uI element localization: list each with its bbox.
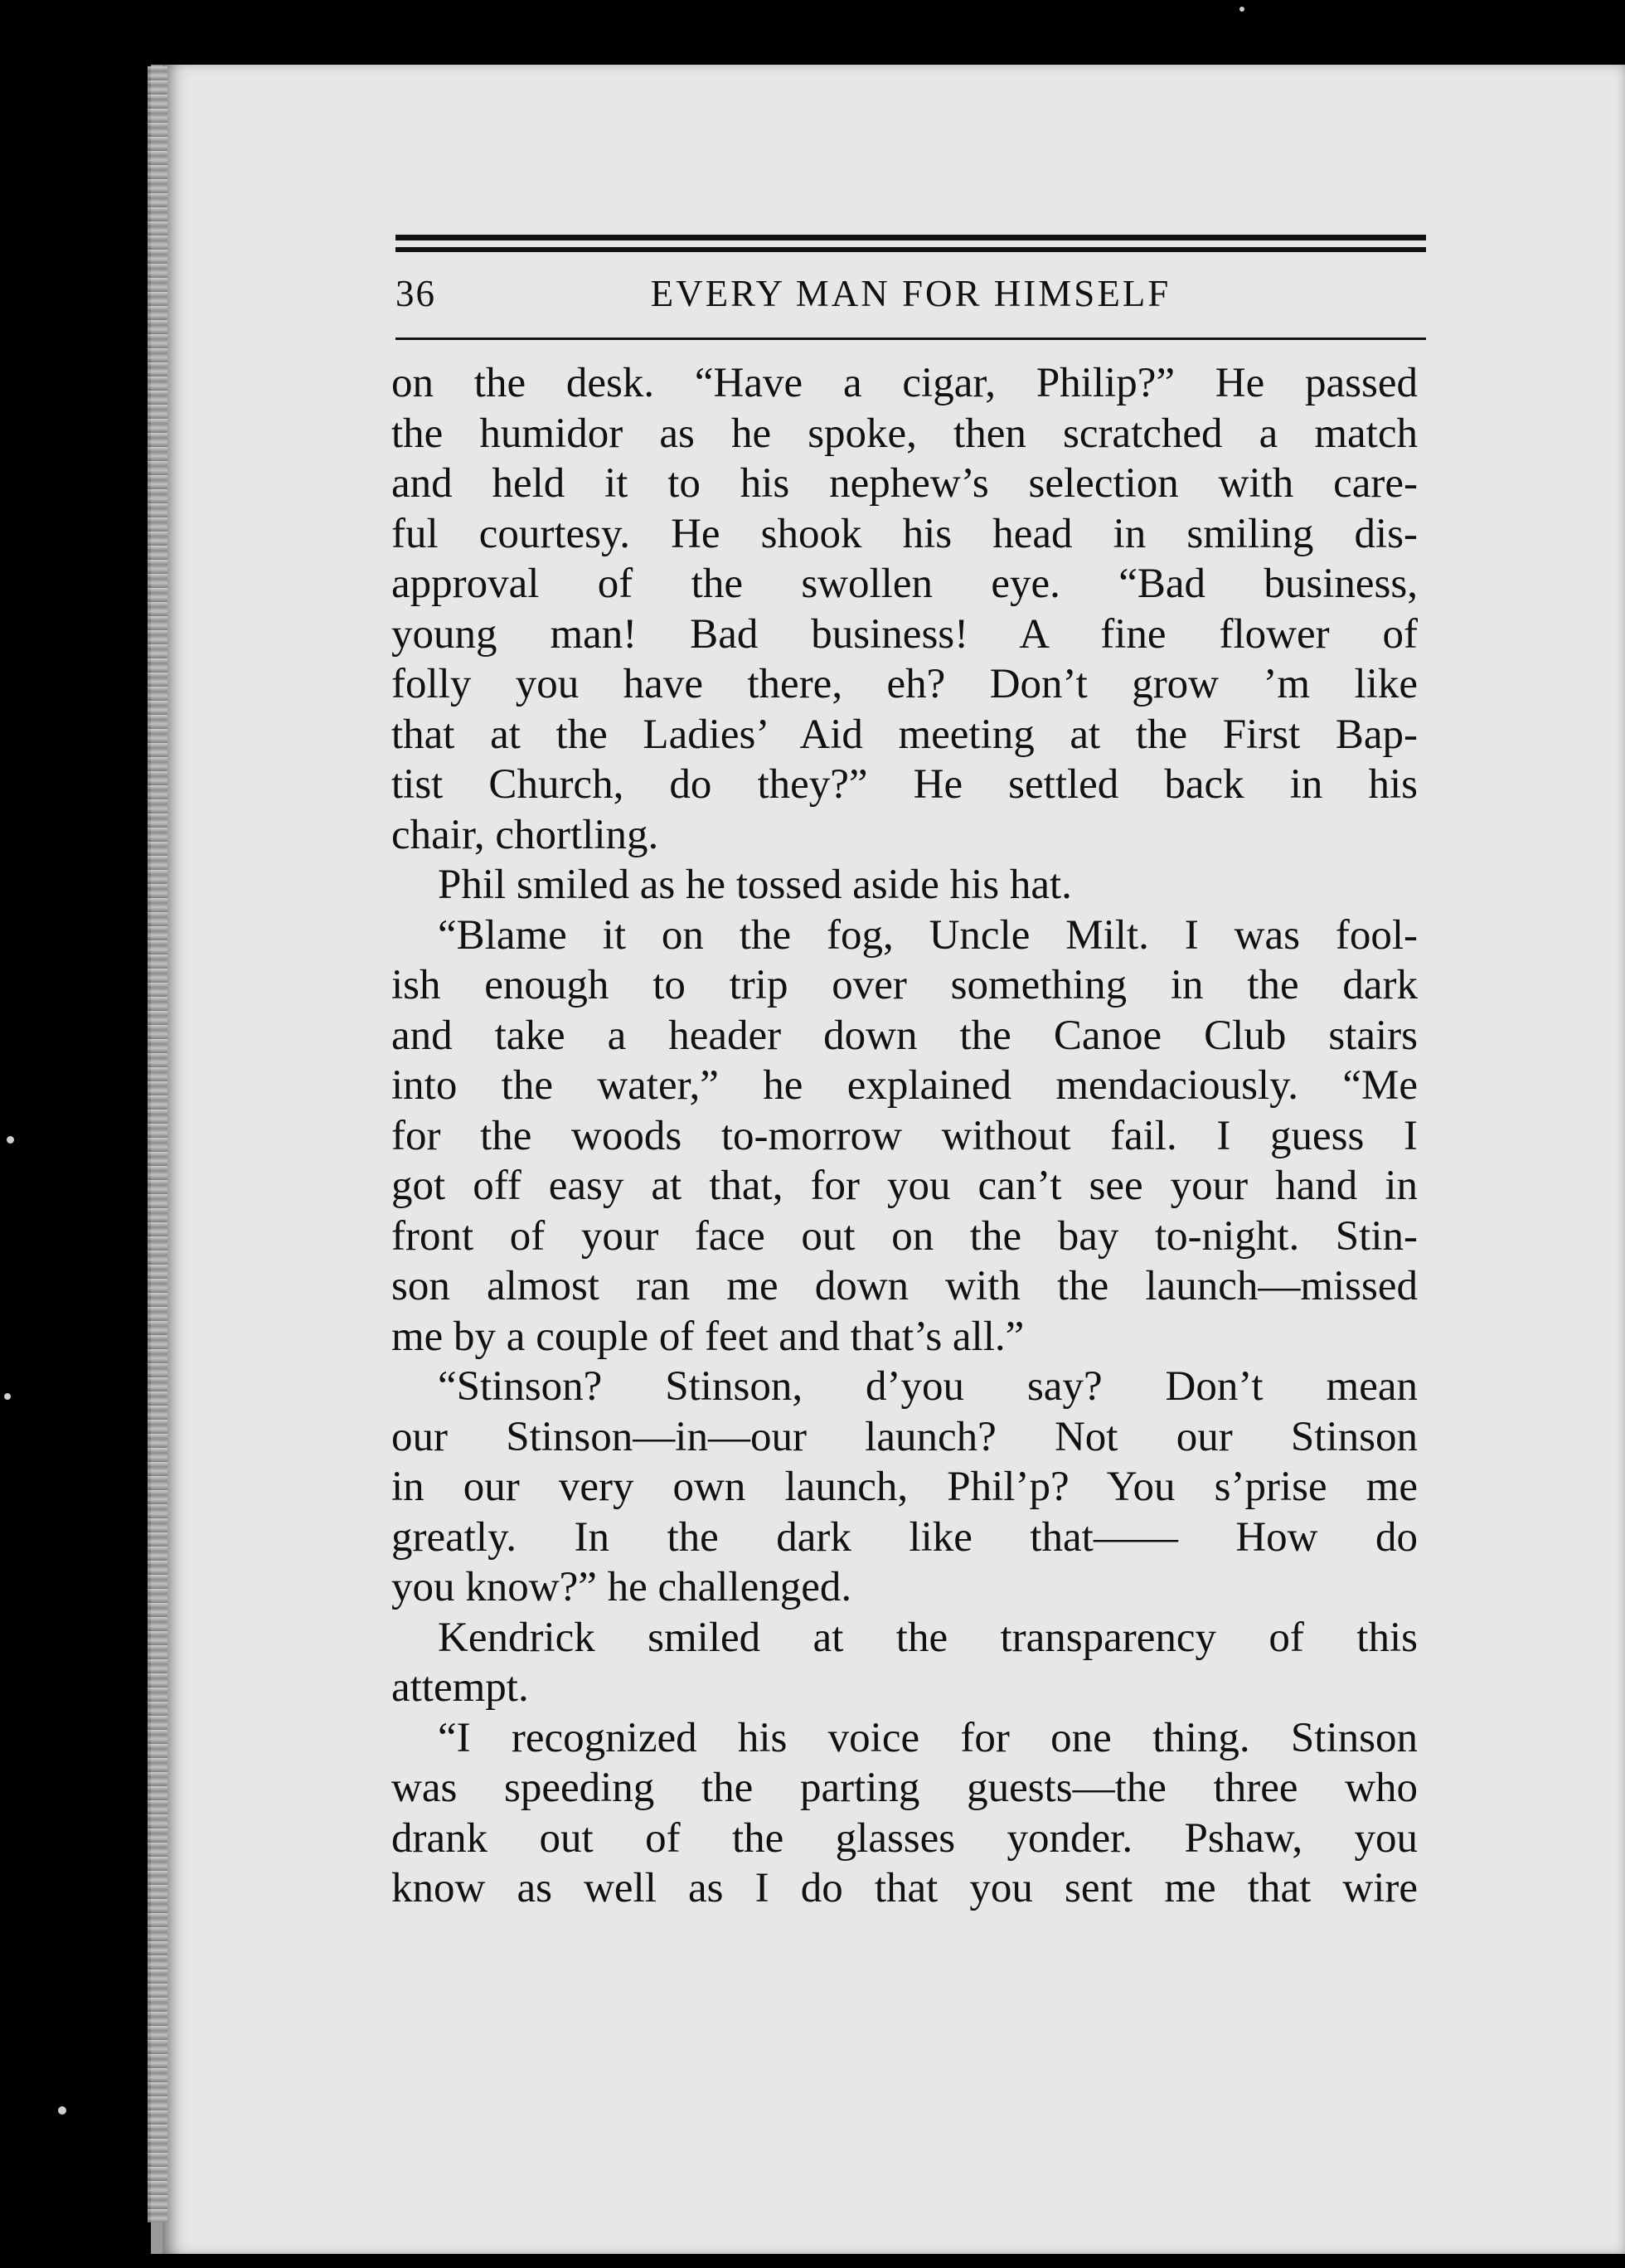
- text-line: you know?” he challenged.: [391, 1564, 852, 1610]
- text-line: greatly. In the dark like that—— How do: [391, 1513, 1418, 1561]
- text-line: chair, chortling.: [391, 811, 659, 858]
- text-line: our Stinson—in—our launch? Not our Stinson: [391, 1413, 1418, 1460]
- header-double-rule-upper: [395, 235, 1426, 240]
- text-line: ish enough to trip over something in the dark: [391, 962, 1418, 1008]
- text-line: attempt.: [391, 1664, 529, 1711]
- text-line: ful courtesy. He shook his head in smiling dis-: [391, 510, 1418, 557]
- text-line: Kendrick smiled at the transparency of this: [438, 1614, 1418, 1661]
- page-number: 36: [395, 273, 436, 314]
- text-line: Phil smiled as he tossed aside his hat.: [438, 862, 1072, 908]
- text-line: the humidor as he spoke, then scratched a match: [391, 410, 1418, 457]
- text-line: into the water,” he explained mendaciously. “Me: [391, 1062, 1418, 1109]
- scan-speck: [4, 1393, 11, 1400]
- text-line: drank out of the glasses yonder. Pshaw, you: [391, 1814, 1418, 1862]
- text-line: in our very own launch, Phil’p? You s’prise me: [391, 1464, 1418, 1510]
- text-line: “I recognized his voice for one thing. Stinson: [438, 1714, 1418, 1761]
- header-bottom-rule: [395, 338, 1426, 340]
- scan-speck: [58, 2106, 66, 2115]
- text-line: tist Church, do they?” He settled back in his: [391, 761, 1418, 808]
- text-line: front of your face out on the bay to-night. Stin-: [391, 1212, 1418, 1260]
- text-line: for the woods to-morrow without fail. I guess I: [391, 1112, 1418, 1159]
- text-line: “Blame it on the fog, Uncle Milt. I was fool-: [438, 911, 1418, 959]
- body-text: [391, 358, 1418, 1914]
- text-line: know as well as I do that you sent me that wire: [391, 1865, 1418, 1911]
- text-line: that at the Ladies’ Aid meeting at the First Bap-: [391, 711, 1418, 758]
- running-header: [395, 272, 1426, 322]
- running-title: EVERY MAN FOR HIMSELF: [650, 273, 1171, 314]
- scan-speck: [1239, 7, 1244, 12]
- text-line: and take a header down the Canoe Club stairs: [391, 1012, 1418, 1059]
- text-line: folly you have there, eh? Don’t grow ’m like: [391, 661, 1418, 707]
- text-line: on the desk. “Have a cigar, Philip?” He passed: [391, 360, 1418, 406]
- text-line: son almost ran me down with the launch—missed: [391, 1263, 1418, 1309]
- text-line: young man! Bad business! A fine flower of: [391, 610, 1418, 658]
- text-line: “Stinson? Stinson, d’you say? Don’t mean: [438, 1363, 1418, 1410]
- text-line: got off easy at that, for you can’t see your hand in: [391, 1163, 1418, 1209]
- book-binding-edge: [148, 66, 167, 2222]
- scan-speck: [7, 1136, 14, 1144]
- text-line: approval of the swollen eye. “Bad business,: [391, 561, 1418, 607]
- header-double-rule-lower: [395, 247, 1426, 252]
- text-line: me by a couple of feet and that’s all.”: [391, 1313, 1025, 1360]
- text-line: was speeding the parting guests—the three who: [391, 1765, 1418, 1811]
- text-line: and held it to his nephew’s selection with care-: [391, 460, 1418, 507]
